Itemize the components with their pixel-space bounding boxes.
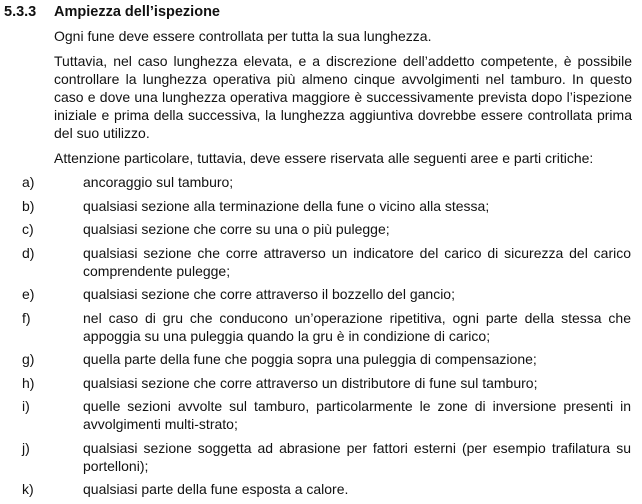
list-item (0, 350, 642, 368)
list-item-letter: e) (22, 286, 35, 302)
list-item (0, 374, 642, 392)
list-item-text: qualsiasi sezione che corre attraverso il bozzello del gancio; (83, 286, 455, 302)
list-item-text: qualsiasi sezione soggetta ad abrasione per fattori esterni (per esempio trafilatura su portelloni); (83, 439, 631, 474)
list-item-letter: b) (22, 197, 35, 214)
list-item (0, 220, 642, 238)
section-number: 5.3.3 (4, 4, 37, 20)
list-item-text: quelle sezioni avvolte sul tamburo, particolarmente le zone di inversione presenti in avvolgimenti multi-strato; (83, 398, 631, 432)
list-item-text: nel caso di gru che conducono un’operazione ripetitiva, ogni parte della stessa che appoggia su una puleggia quando la gru è in condizione di carico; (83, 309, 631, 344)
list-item-text: qualsiasi sezione che corre su una o più pulegge; (83, 221, 390, 237)
list-item-letter: c) (22, 221, 34, 237)
list-item-letter: g) (22, 351, 35, 367)
list-item (0, 480, 642, 498)
list-item-letter: k) (22, 481, 34, 497)
list-item-letter: h) (22, 374, 35, 391)
list-item-text: qualsiasi sezione alla terminazione della fune o vicino alla stessa; (83, 197, 490, 214)
list-item-letter: a) (22, 174, 35, 190)
list-item-letter: d) (22, 244, 35, 261)
list-item (0, 285, 642, 303)
list-item-letter: j) (22, 439, 30, 456)
list-item-text: qualsiasi parte della fune esposta a calore. (83, 481, 349, 497)
paragraph-intro: Ogni fune deve essere controllata per tutta la sua lunghezza. (54, 28, 432, 44)
paragraph-attention: Attenzione particolare, tuttavia, deve essere riservata alle seguenti aree e parti critiche: (54, 150, 594, 166)
list-item-text: qualsiasi sezione che corre attraverso un distributore di fune sul tamburo; (83, 374, 538, 391)
list-item (0, 197, 642, 215)
paragraph-length: Tuttavia, nel caso lunghezza elevata, e a discrezione dell’addetto competente, è possibile controllare la lunghezza operativa più almeno cinque avvolgimenti nel tamburo. In questo caso e dove una lunghezza operativa maggiore è successivamente prevista dopo l’ispezione iniziale e prima della successiva, la lunghezza aggiuntiva dovrebbe essere controllata prima del suo utilizzo. (54, 53, 632, 141)
section-heading (4, 3, 220, 21)
list-item-letter: f) (22, 309, 31, 326)
list-item-text: qualsiasi sezione che corre attraverso un indicatore del carico di sicurezza del carico comprendente pulegge; (83, 244, 631, 279)
list-item-text: ancoraggio sul tamburo; (83, 174, 234, 190)
list-item (0, 309, 642, 345)
list-item (0, 244, 642, 280)
list-item (0, 397, 642, 433)
list-item (0, 173, 642, 191)
list-item-text: quella parte della fune che poggia sopra una puleggia di compensazione; (83, 351, 537, 367)
section-title: Ampiezza dell’ispezione (54, 4, 220, 20)
list-item-letter: i) (22, 398, 30, 414)
critical-areas-list (0, 173, 642, 504)
list-item (0, 439, 642, 475)
